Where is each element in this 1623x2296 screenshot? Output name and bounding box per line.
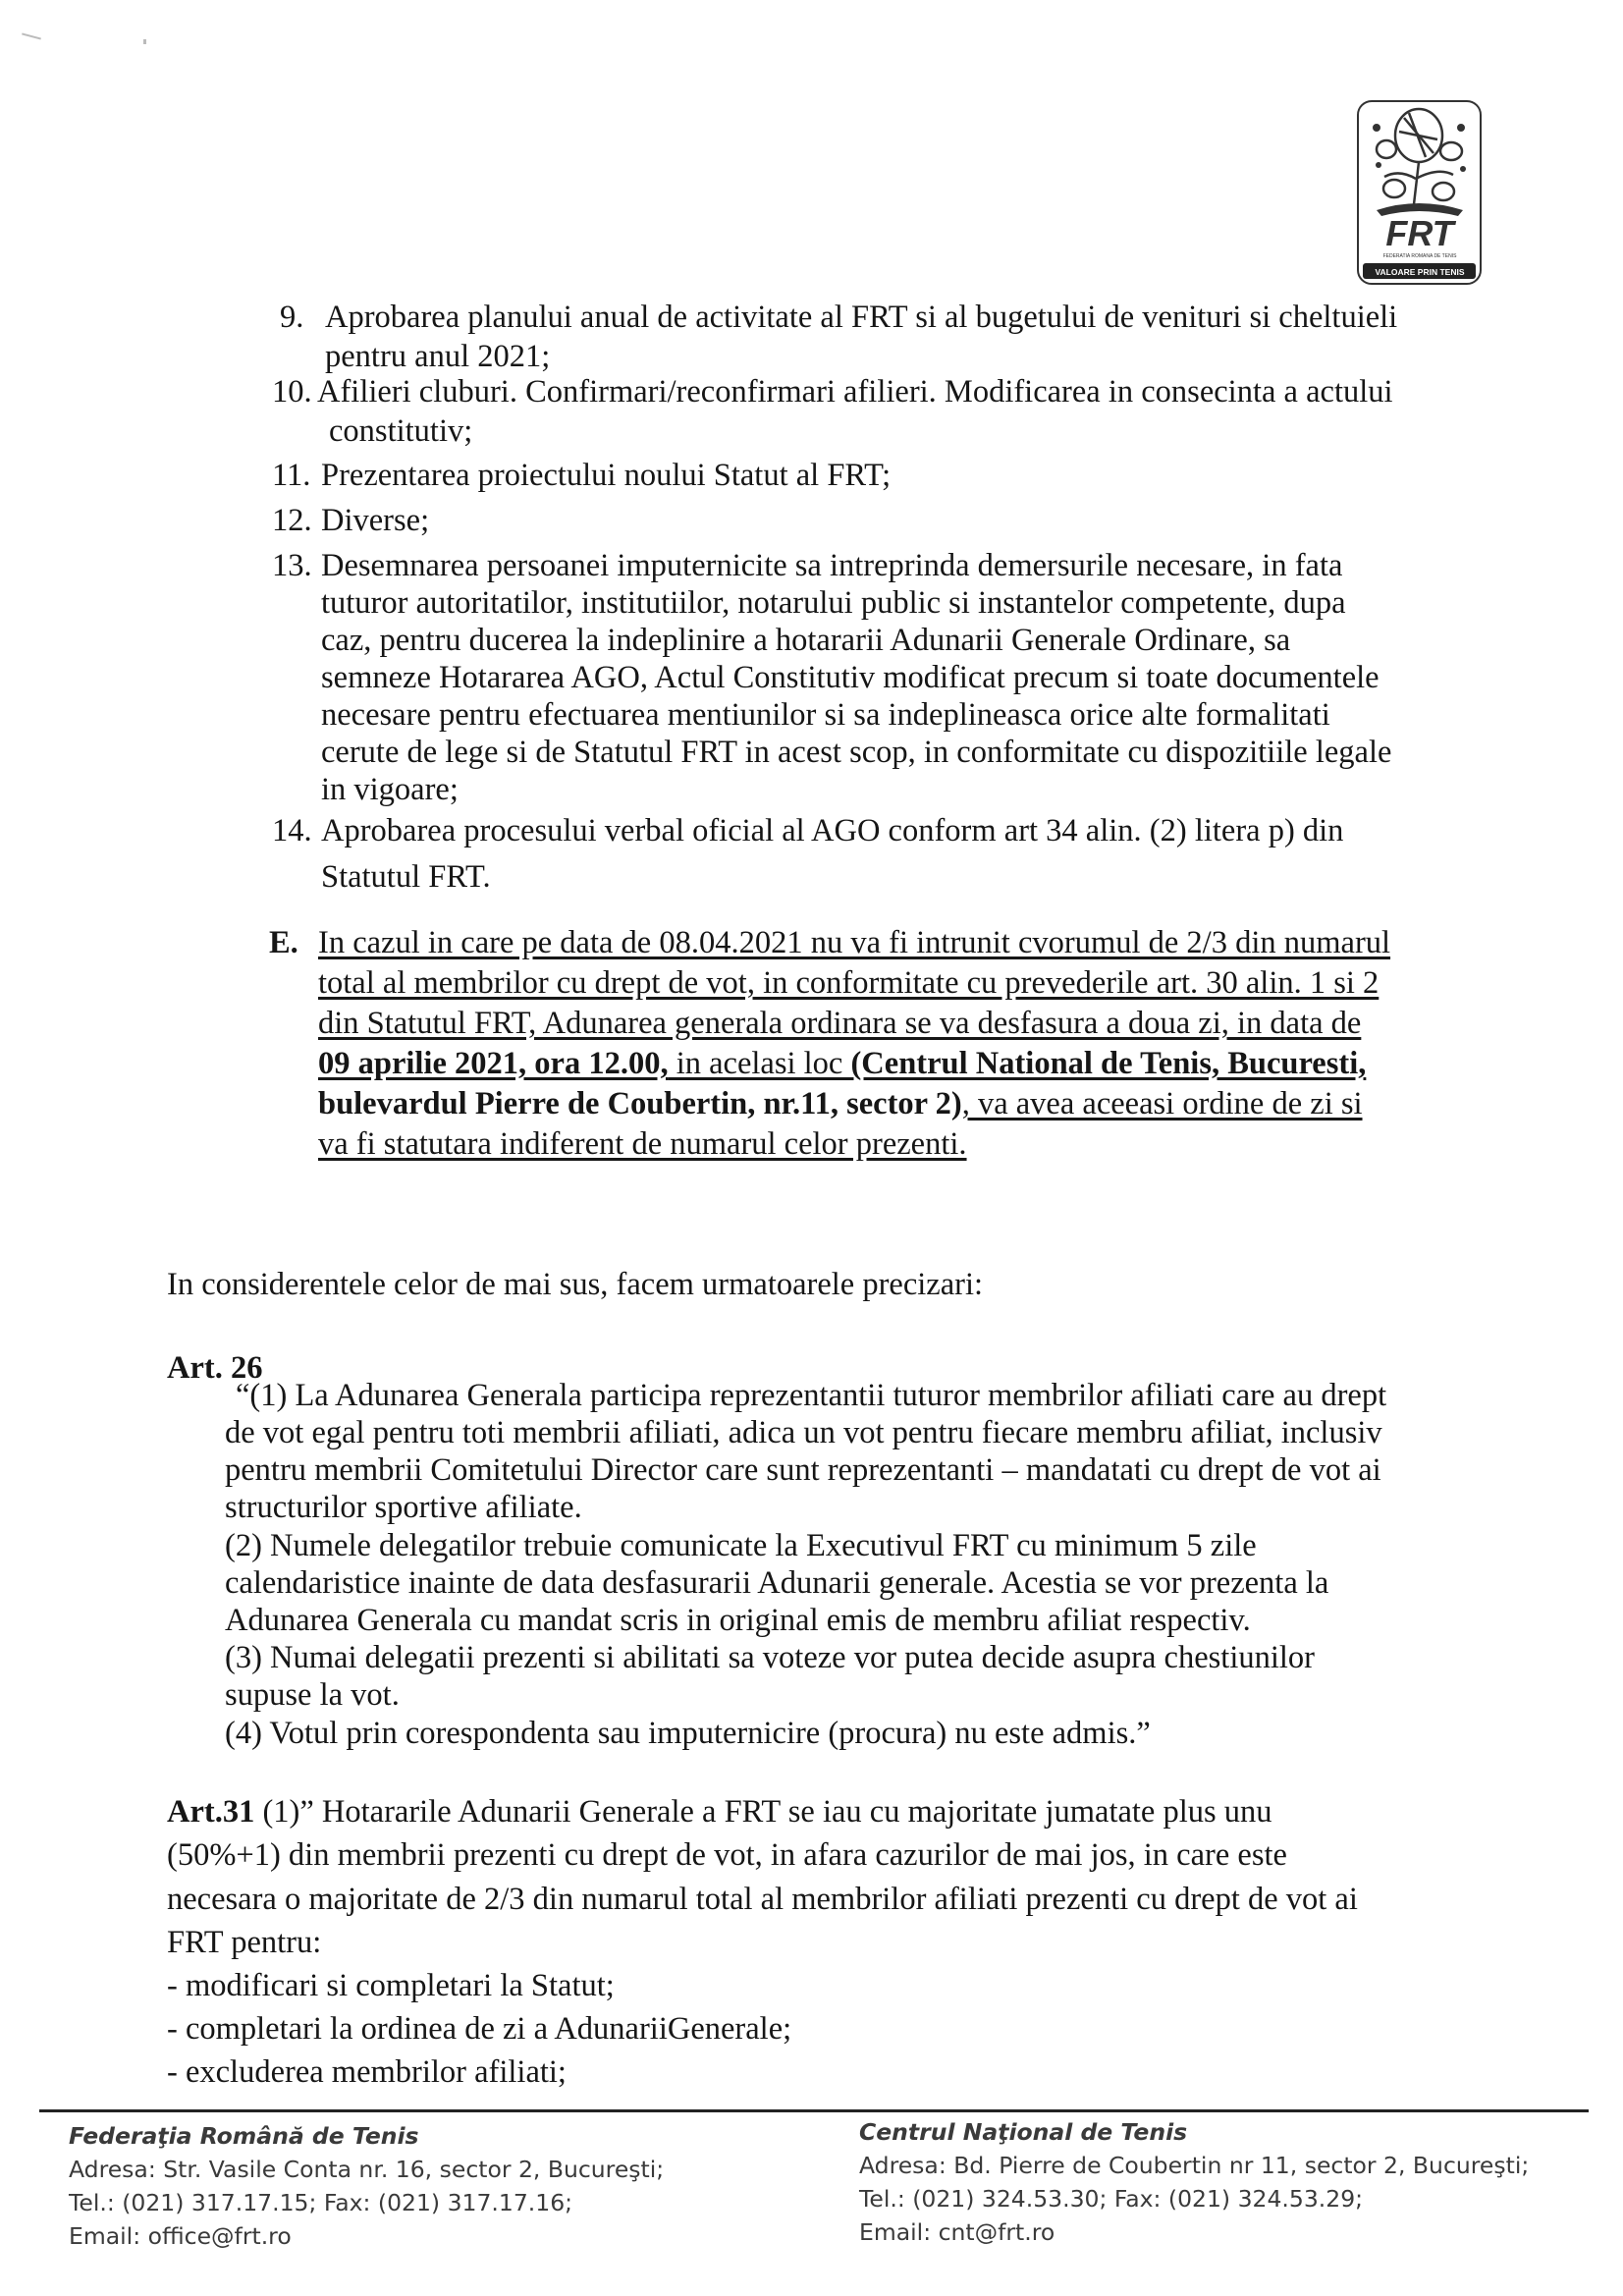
agenda-item-text: Aprobarea planului anual de activitate al FRT si al bugetului de venituri si cheltuieli [325,300,1398,335]
art31-line: - completari la ordinea de zi a AdunariiGenerale; [167,2011,792,2047]
footer-right-email: Email: cnt@frt.ro [859,2218,1055,2246]
agenda-item-number: 12. [272,503,312,538]
art31-line [167,1793,1272,1831]
frt-logo [1355,98,1484,287]
footer-left-email: Email: office@frt.ro [69,2222,292,2250]
agenda-item-text: Prezentarea proiectului noului Statut al FRT; [321,458,892,493]
section-e-line: va fi statutara indiferent de numarul celor prezenti. [318,1126,967,1162]
footer-right [859,2115,1529,2249]
art26-line: (2) Numele delegatilor trebuie comunicate la Executivul FRT cu minimum 5 zile [225,1528,1257,1563]
art26-line: (3) Numai delegatii prezenti si abilitati sa voteze vor putea decide asupra chestiunilor [225,1640,1315,1675]
agenda-item-text: cerute de lege si de Statutul FRT in acest scop, in conformitate cu dispozitiile legale [321,735,1392,770]
art26-line: “(1) La Adunarea Generala participa reprezentantii tuturor membrilor afiliati care au drept [236,1378,1387,1413]
section-e-line: total al membrilor cu drept de vot, in conformitate cu prevederile art. 30 alin. 1 si 2 [318,965,1380,1001]
agenda-item-text: Desemnarea persoanei imputernicite sa intreprinda demersurile necesare, in fata [321,548,1343,583]
agenda-item-text: Aprobarea procesului verbal oficial al AGO conform art 34 alin. (2) litera p) din [321,813,1344,848]
section-e-label: E. [269,925,298,960]
agenda-item-text: semneze Hotararea AGO, Actul Constitutiv modificat precum si toate documentele [321,660,1380,695]
section-e-location: (Centrul National de Tenis, Bucuresti, [850,1046,1367,1081]
art31-line: - modificari si completari la Statut; [167,1968,615,2003]
art26-line: pentru membrii Comitetului Director care sunt reprezentanti – mandatati cu drept de vot ai [225,1452,1381,1488]
art31-line: FRT pentru: [167,1925,322,1960]
frt-logo-tagline: VALOARE PRIN TENIS [1375,267,1465,277]
footer-left [69,2119,664,2253]
footer-left-name: Federaţia Română de Tenis [69,2122,419,2150]
footer-divider [39,2109,1589,2112]
agenda-item-text: tuturor autoritatilor, institutiilor, notarului public si instantelor competente, dupa [321,585,1346,621]
agenda-item-number: 13. [272,548,312,583]
scan-mark [143,39,146,44]
section-e-line: din Statutul FRT, Adunarea generala ordinara se va desfasura a doua zi, in data de [318,1006,1362,1041]
art31-line: (50%+1) din membrii prezenti cu drept de vot, in afara cazurilor de mai jos, in care este [167,1837,1287,1873]
agenda-item-text: Statutul FRT. [321,859,491,895]
art26-line: structurilor sportive afiliate. [225,1490,582,1525]
art31-line: - excluderea membrilor afiliati; [167,2054,567,2090]
agenda-item-text: necesare pentru efectuarea mentiunilor si sa indeplineasca orice alte formalitati [321,697,1330,733]
section-e [269,924,1447,1179]
footer-left-address: Adresa: Str. Vasile Conta nr. 16, sector 2, Bucureşti; [69,2156,665,2183]
frt-logo-small-text: FEDERATIA ROMANA DE TENIS [1382,253,1457,259]
section-e-text: , va avea aceeasi ordine de zi si [961,1086,1363,1121]
section-e-text: in acelasi loc [668,1046,851,1081]
art26-title: Art. 26 [167,1350,263,1386]
art31-line: necesara o majoritate de 2/3 din numarul total al membrilor afiliati prezenti cu drept de vot ai [167,1882,1358,1917]
art31-text: (1)” Hotararile Adunarii Generale a FRT se iau cu majoritate jumatate plus unu [254,1794,1272,1830]
footer-right-phone: Tel.: (021) 324.53.30; Fax: (021) 324.53.29; [859,2185,1364,2213]
agenda-item-text: Diverse; [321,503,430,538]
section-e-line: In cazul in care pe data de 08.04.2021 nu va fi intrunit cvorumul de 2/3 din numarul [318,925,1391,960]
art26-line: de vot egal pentru toti membrii afiliati, adica un vot pentru fiecare membru afiliat, inclusiv [225,1415,1382,1450]
agenda-item-text: pentru anul 2021; [325,339,551,374]
agenda-item-text: constitutiv; [329,413,473,449]
section-e-line [318,1045,1366,1083]
agenda-item-number: 11. [272,458,311,493]
agenda-item-number: 14. [272,813,312,848]
art26-line: (4) Votul prin corespondenta sau imputernicire (procura) nu este admis.” [225,1716,1151,1751]
intro-text: In considerentele celor de mai sus, facem urmatoarele precizari: [167,1267,984,1302]
frt-logo-graphic [1355,98,1484,287]
art26-line: Adunarea Generala cu mandat scris in original emis de membru afiliat respectiv. [225,1603,1251,1638]
agenda-item-number: 10. [272,374,312,410]
scan-mark [22,32,41,39]
art26-line: calendaristice inainte de data desfasurarii Adunarii generale. Acestia se vor prezenta la [225,1565,1329,1601]
footer-right-name: Centrul Naţional de Tenis [859,2118,1188,2146]
agenda-item-text: Afilieri cluburi. Confirmari/reconfirmari afilieri. Modificarea in consecinta a actului [317,374,1393,410]
art26-line: supuse la vot. [225,1677,400,1713]
frt-logo-abbr: FRT [1385,213,1454,253]
agenda-item-text: caz, pentru ducerea la indeplinire a hotararii Adunarii Generale Ordinare, sa [321,623,1291,658]
footer-left-phone: Tel.: (021) 317.17.15; Fax: (021) 317.17.16; [69,2189,573,2216]
section-e-line [318,1085,1363,1123]
agenda-item-number: 9. [280,300,304,335]
section-e-address: bulevardul Pierre de Coubertin, nr.11, sector 2) [318,1086,962,1121]
agenda-item-text: in vigoare; [321,772,459,807]
art31-title: Art.31 [167,1794,255,1830]
footer-right-address: Adresa: Bd. Pierre de Coubertin nr 11, sector 2, Bucureşti; [859,2152,1530,2179]
section-e-date: 09 aprilie 2021, ora 12.00, [318,1046,669,1081]
